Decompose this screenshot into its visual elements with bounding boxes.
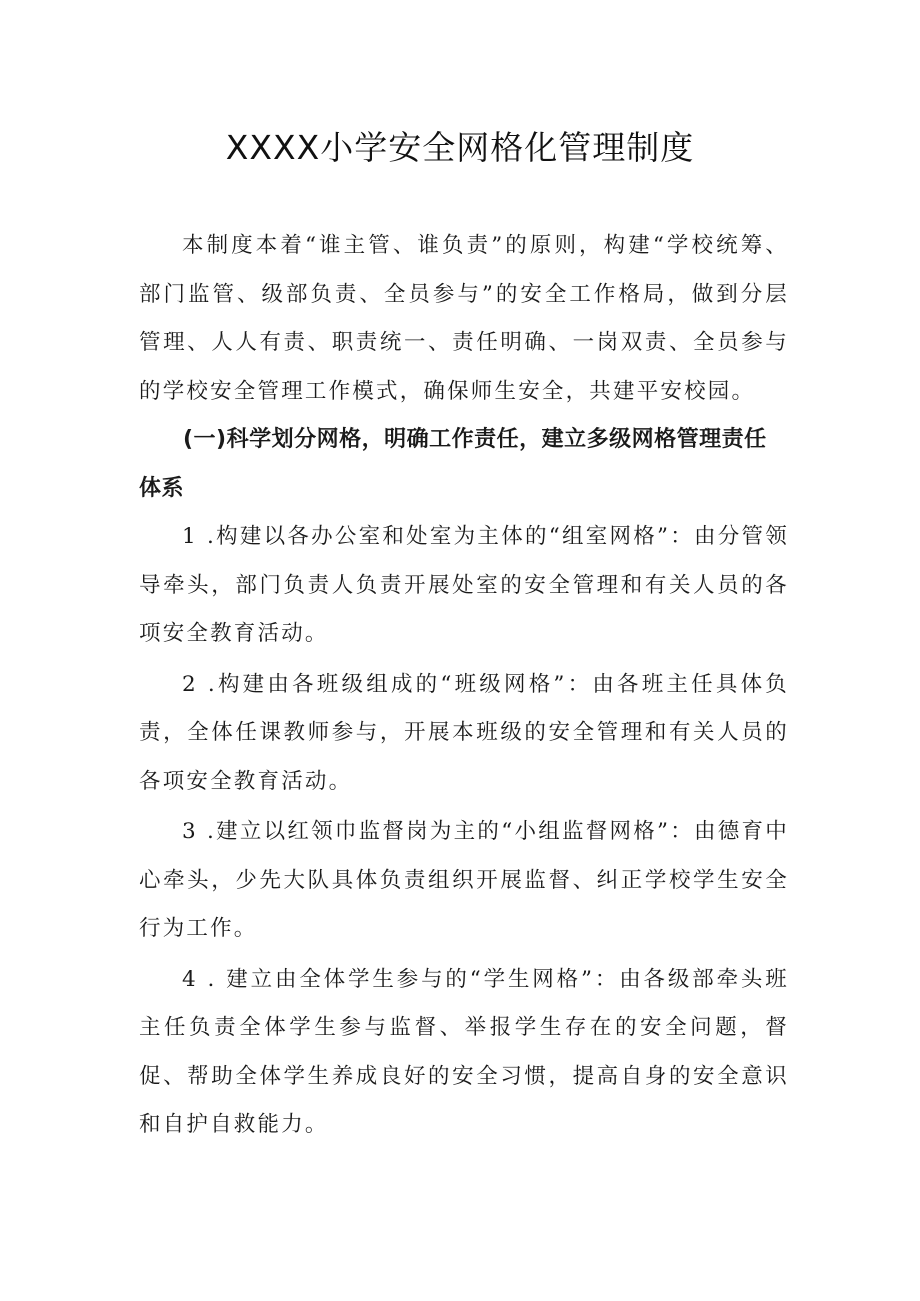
document-title: XXXX小学安全网格化管理制度	[225, 128, 695, 167]
list-item: 3 .建立以红领巾监督岗为主的“小组监督网格”：由德育中心牵头，少先大队具体负责组织开展监督、纠正学校学生安全行为工作。	[139, 819, 789, 941]
intro-paragraph: 本制度本着“谁主管、谁负责”的原则，构建“学校统筹、部门监管、级部负责、全员参与”的安全工作格局，做到分层管理、人人有责、职责统一、责任明确、一岗双责、全员参与的学校安全管理工作模式，确保师生安全，共建平安校园。	[139, 233, 789, 404]
list-item: 1 .构建以各办公室和处室为主体的“组室网格”：由分管领导牵头，部门负责人负责开展处室的安全管理和有关人员的各项安全教育活动。	[139, 524, 789, 646]
list-item: 4 . 建立由全体学生参与的“学生网格”：由各级部牵头班主任负责全体学生参与监督、举报学生存在的安全问题，督促、帮助全体学生养成良好的安全习惯，提高自身的安全意识和自护自救能力。	[139, 966, 789, 1137]
section-heading: (一)科学划分网格，明确工作责任，建立多级网格管理责任体系	[139, 427, 767, 501]
list-item: 2 .构建由各班级组成的“班级网格”：由各班主任具体负责，全体任课教师参与，开展本班级的安全管理和有关人员的各项安全教育活动。	[139, 671, 789, 794]
document-body	[139, 222, 789, 1152]
